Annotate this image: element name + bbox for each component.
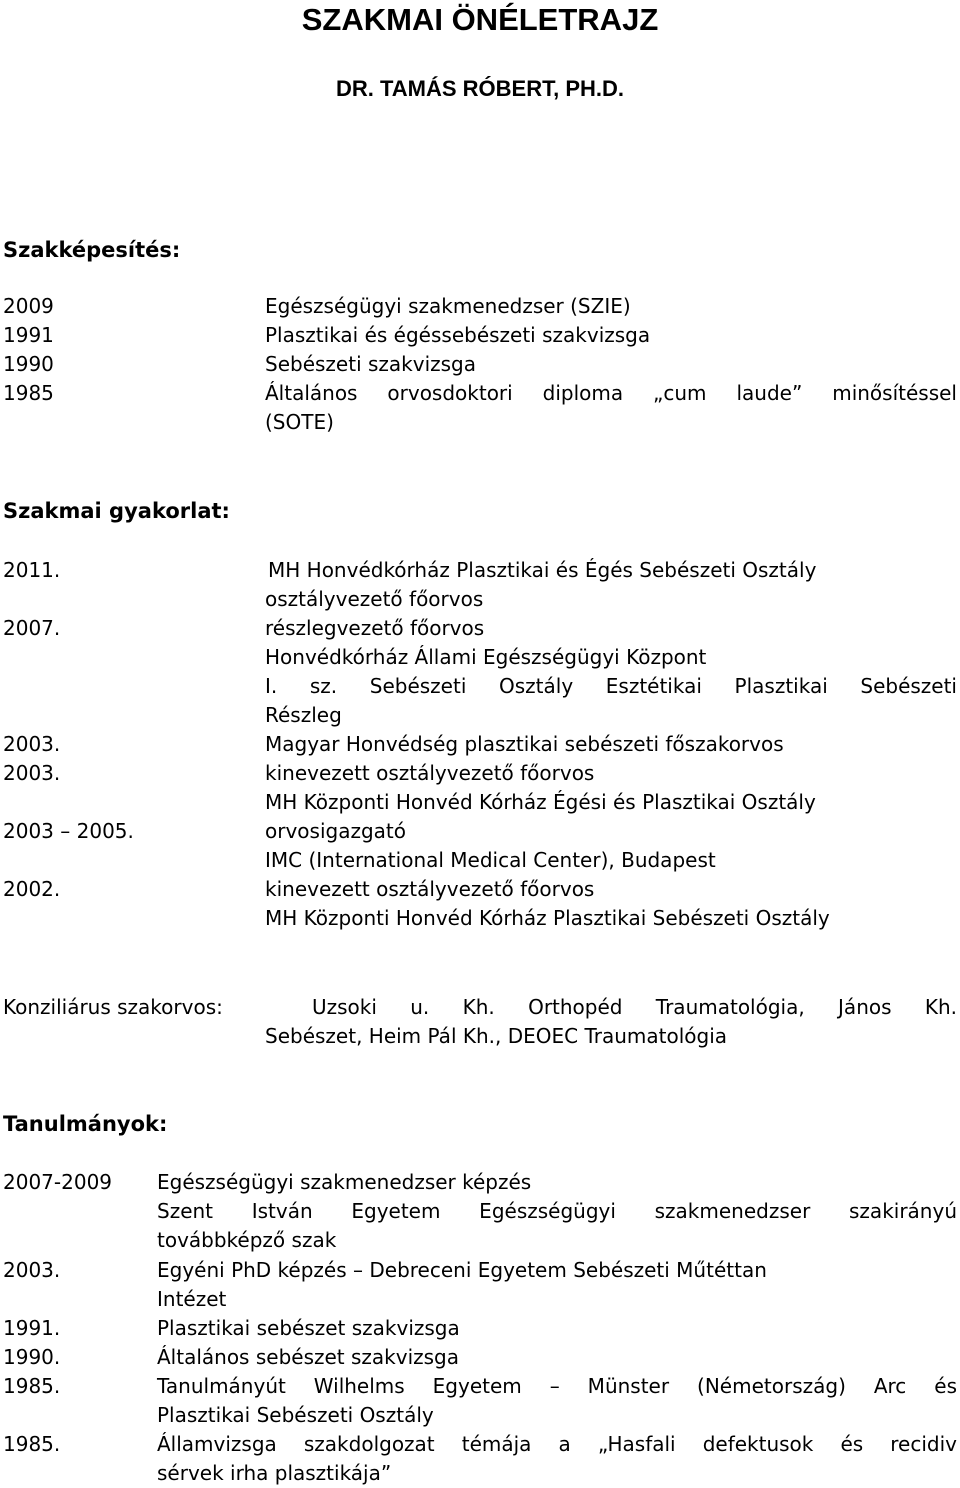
practice-text: IMC (International Medical Center), Budapest [265, 848, 716, 872]
qualification-text: Plasztikai és égéssebészeti szakvizsga [265, 323, 651, 347]
study-text: Egészségügyi szakmenedzser képzés [157, 1170, 532, 1194]
study-text: Tanulmányút Wilhelms Egyetem – Münster (Németország) Arc és [157, 1374, 957, 1398]
practice-text: I. sz. Sebészeti Osztály Esztétikai Plasztikai Sebészeti [265, 674, 957, 698]
study-text: továbbképző szak [157, 1228, 337, 1252]
practice-text: Honvédkórház Állami Egészségügyi Központ [265, 645, 707, 669]
qualifications-heading: Szakképesítés: [3, 238, 181, 262]
practice-date: 2011. [3, 558, 61, 582]
practice-text: orvosigazgató [265, 819, 406, 843]
study-date: 1991. [3, 1316, 61, 1340]
practice-text: MH Központi Honvéd Kórház Égési és Plasztikai Osztály [265, 790, 816, 814]
practice-heading: Szakmai gyakorlat: [3, 499, 230, 523]
study-text: Szent István Egyetem Egészségügyi szakmenedzser szakirányú [157, 1199, 957, 1223]
qualification-text-continued: (SOTE) [265, 410, 334, 434]
study-date: 2003. [3, 1258, 61, 1282]
consultant-text-continued: Sebészet, Heim Pál Kh., DEOEC Traumatológia [265, 1024, 728, 1048]
document-title: SZAKMAI ÖNÉLETRAJZ [301, 2, 659, 37]
practice-date: 2003. [3, 761, 61, 785]
practice-text: Részleg [265, 703, 342, 727]
study-text: Intézet [157, 1287, 227, 1311]
qualification-text: Egészségügyi szakmenedzser (SZIE) [265, 294, 631, 318]
study-text: sérvek irha plasztikája” [157, 1461, 392, 1485]
consultant-label: Konziliárus szakorvos: [3, 995, 223, 1019]
studies-heading: Tanulmányok: [3, 1112, 168, 1136]
qualification-year: 1990 [3, 352, 54, 376]
practice-date: 2003. [3, 732, 61, 756]
practice-text: kinevezett osztályvezető főorvos [265, 761, 595, 785]
practice-text: kinevezett osztályvezető főorvos [265, 877, 595, 901]
practice-text: osztályvezető főorvos [265, 587, 484, 611]
document-subtitle: DR. TAMÁS RÓBERT, PH.D. [335, 76, 625, 101]
study-date: 1985. [3, 1432, 61, 1456]
practice-date: 2003 – 2005. [3, 819, 134, 843]
qualification-year: 1985 [3, 381, 54, 405]
study-date: 2007-2009 [3, 1170, 113, 1194]
study-date: 1990. [3, 1345, 61, 1369]
practice-text: részlegvezető főorvos [265, 616, 485, 640]
study-text: Plasztikai sebészet szakvizsga [157, 1316, 460, 1340]
practice-date: 2002. [3, 877, 61, 901]
study-text: Plasztikai Sebészeti Osztály [157, 1403, 434, 1427]
qualification-year: 1991 [3, 323, 54, 347]
study-text: Államvizsga szakdolgozat témája a „Hasfali defektusok és recidiv [157, 1432, 957, 1456]
practice-text: MH Honvédkórház Plasztikai és Égés Sebészeti Osztály [268, 558, 817, 582]
qualification-text: Általános orvosdoktori diploma „cum laude” minősítéssel [265, 381, 957, 405]
qualification-year: 2009 [3, 294, 54, 318]
study-date: 1985. [3, 1374, 61, 1398]
practice-text: Magyar Honvédség plasztikai sebészeti főszakorvos [265, 732, 784, 756]
study-text: Általános sebészet szakvizsga [157, 1345, 460, 1369]
practice-text: MH Központi Honvéd Kórház Plasztikai Sebészeti Osztály [265, 906, 830, 930]
qualification-text: Sebészeti szakvizsga [265, 352, 476, 376]
practice-date: 2007. [3, 616, 61, 640]
consultant-text: Uzsoki u. Kh. Orthopéd Traumatológia, János Kh. [312, 995, 957, 1019]
study-text: Egyéni PhD képzés – Debreceni Egyetem Sebészeti Műtéttan [157, 1258, 767, 1282]
